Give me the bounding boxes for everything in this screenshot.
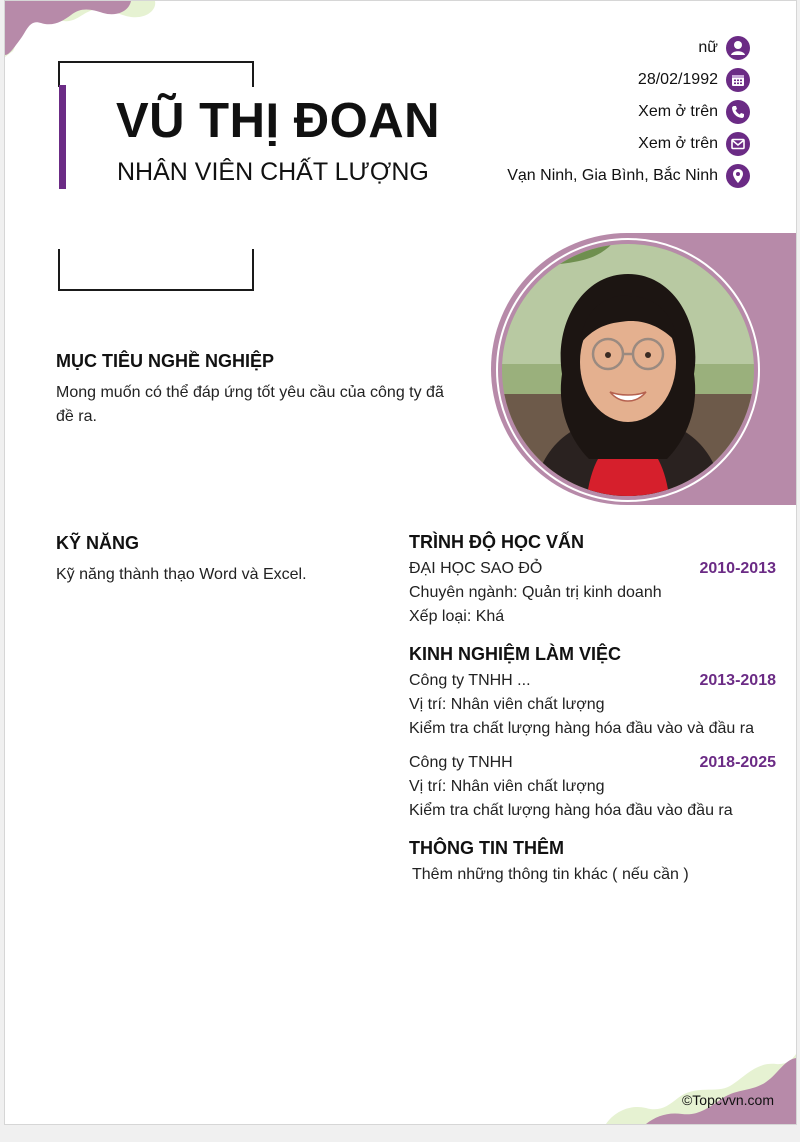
experience-title: KINH NGHIỆM LÀM VIỆC: [409, 644, 622, 664]
contact-gender: [390, 32, 750, 64]
experience-company: Công ty TNHH ...: [409, 672, 531, 689]
education-major: Chuyên ngành: Quản trị kinh doanh: [409, 584, 662, 601]
education-years: 2010-2013: [699, 560, 776, 577]
contact-birthday: [390, 64, 750, 96]
profile-photo-image: [502, 244, 754, 496]
experience-years: 2018-2025: [699, 754, 776, 771]
name-frame-bottom: [58, 249, 254, 291]
experience-years: 2013-2018: [699, 672, 776, 689]
name-accent-bar: [59, 85, 66, 189]
location-pin-icon: [726, 164, 750, 188]
resume-page: [4, 0, 797, 1125]
experience-position: Vị trí: Nhân viên chất lượng: [409, 696, 605, 713]
experience-position: Vị trí: Nhân viên chất lượng: [409, 778, 605, 795]
contact-list: [390, 32, 750, 192]
corner-decoration-bottom-right: [606, 1054, 796, 1124]
additional-text: Thêm những thông tin khác ( nếu cần ): [412, 866, 689, 883]
address-text: Vạn Ninh, Gia Bình, Bắc Ninh: [507, 167, 718, 184]
candidate-name: VŨ THỊ ĐOAN: [116, 94, 440, 148]
skills-text: Kỹ năng thành thạo Word và Excel.: [56, 566, 307, 583]
birthday-text: 28/02/1992: [637, 71, 718, 88]
envelope-icon: [726, 132, 750, 156]
skills-title: KỸ NĂNG: [56, 533, 140, 553]
copyright-footer: ©Topcvvn.com: [681, 1092, 774, 1108]
education-school: ĐẠI HỌC SAO ĐỎ: [409, 560, 543, 577]
contact-phone: [390, 96, 750, 128]
phone-text: Xem ở trên: [638, 103, 718, 120]
phone-icon: [726, 100, 750, 124]
job-title: NHÂN VIÊN CHẤT LƯỢNG: [117, 158, 429, 186]
experience-description: Kiểm tra chất lượng hàng hóa đầu vào và đầu ra: [409, 720, 754, 737]
email-text: Xem ở trên: [638, 135, 718, 152]
name-frame-top: [58, 61, 254, 87]
gender-text: nữ: [698, 39, 718, 56]
education-title: TRÌNH ĐỘ HỌC VẤN: [409, 532, 584, 552]
contact-address: [390, 160, 750, 192]
profile-photo: [502, 244, 754, 496]
objective-title: MỤC TIÊU NGHỀ NGHIỆP: [56, 351, 275, 371]
contact-email: [390, 128, 750, 160]
user-icon: [726, 36, 750, 60]
experience-description: Kiểm tra chất lượng hàng hóa đầu vào đầu ra: [409, 802, 733, 819]
education-grade: Xếp loại: Khá: [409, 608, 505, 625]
calendar-icon: [726, 68, 750, 92]
additional-title: THÔNG TIN THÊM: [409, 838, 564, 858]
objective-text: Mong muốn có thể đáp ứng tốt yêu cầu của công ty đã đề ra.: [56, 384, 444, 425]
experience-company: Công ty TNHH: [409, 754, 513, 771]
corner-decoration-top-left: [5, 1, 165, 61]
